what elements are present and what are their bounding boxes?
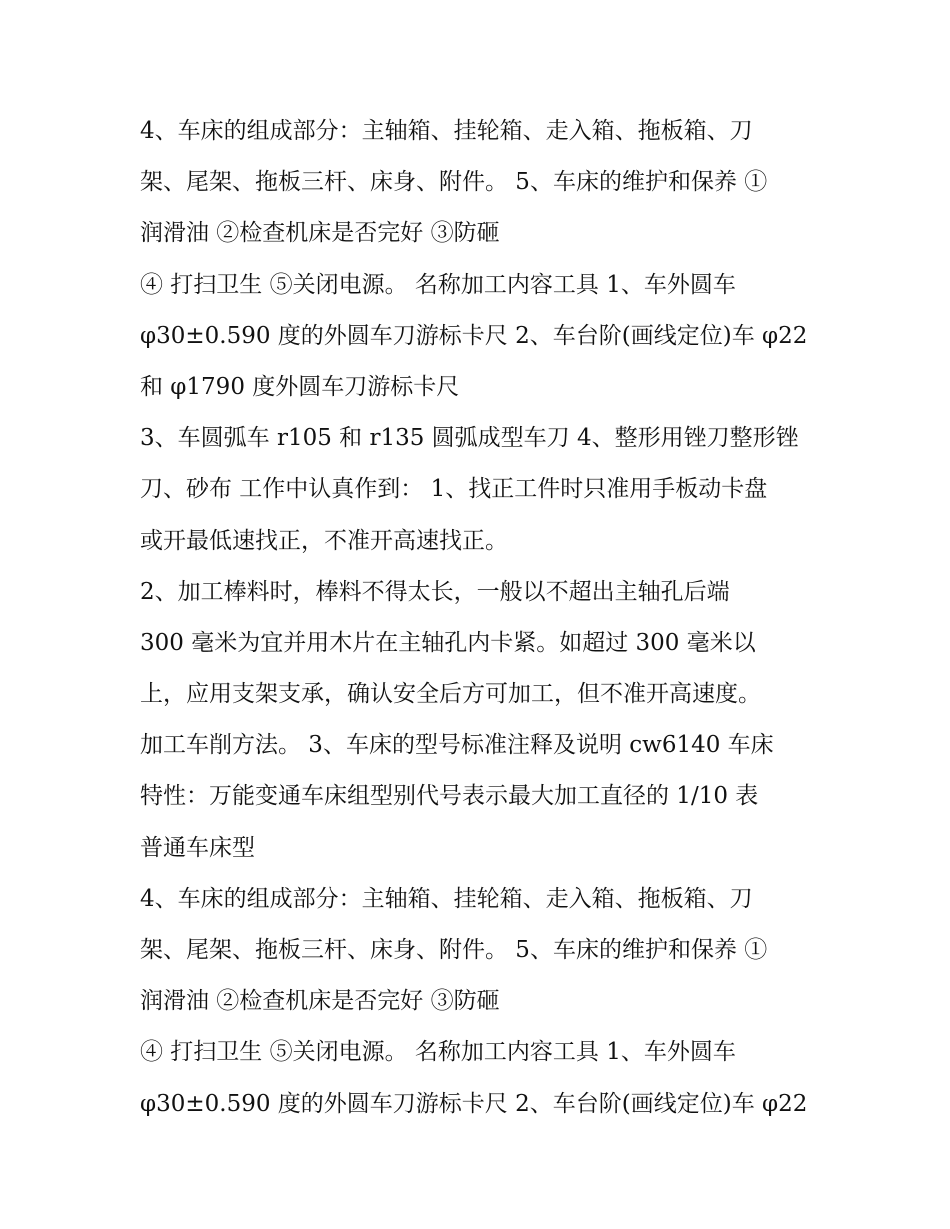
- text-line: 4、车床的组成部分：主轴箱、挂轮箱、走入箱、拖板箱、刀: [140, 885, 753, 912]
- text-line: 300 毫米为宜并用木片在主轴孔内卡紧。如超过 300 毫米以: [140, 629, 756, 656]
- text-line: 刀、砂布 工作中认真作到： 1、找正工件时只准用手板动卡盘: [140, 476, 768, 503]
- text-line: 润滑油 ②检查机床是否完好 ③防砸: [140, 988, 500, 1015]
- text-line: 或开最低速找正，不准开高速找正。: [140, 527, 508, 554]
- text-line: ④ 打扫卫生 ⑤关闭电源。 名称加工内容工具 1、车外圆车: [140, 1039, 736, 1066]
- text-line: 架、尾架、拖板三杆、床身、附件。 5、车床的维护和保养 ①: [140, 169, 768, 196]
- text-line: 4、车床的组成部分：主轴箱、挂轮箱、走入箱、拖板箱、刀: [140, 118, 753, 144]
- text-line: 特性：万能变通车床组型别代号表示最大加工直径的 1/10 表: [140, 783, 759, 810]
- text-line: 普通车床型: [140, 834, 255, 861]
- text-line: φ30±0.590 度的外圆车刀游标卡尺 2、车台阶(画线定位)车 φ22: [140, 322, 808, 349]
- text-line: 和 φ1790 度外圆车刀游标卡尺: [140, 373, 460, 400]
- text-line: 3、车圆弧车 r105 和 r135 圆弧成型车刀 4、整形用锉刀整形锉: [140, 425, 799, 452]
- text-line: 润滑油 ②检查机床是否完好 ③防砸: [140, 220, 500, 247]
- text-line: φ30±0.590 度的外圆车刀游标卡尺 2、车台阶(画线定位)车 φ22: [140, 1090, 808, 1117]
- text-line: 架、尾架、拖板三杆、床身、附件。 5、车床的维护和保养 ①: [140, 937, 768, 963]
- text-line: ④ 打扫卫生 ⑤关闭电源。 名称加工内容工具 1、车外圆车: [140, 271, 736, 298]
- text-line: 加工车削方法。 3、车床的型号标准注释及说明 cw6140 车床: [140, 732, 774, 759]
- text-line: 2、加工棒料时，棒料不得太长，一般以不超出主轴孔后端: [140, 578, 730, 605]
- text-line: 上，应用支架支承，确认安全后方可加工，但不准开高速度。: [140, 681, 761, 708]
- document-body: [140, 106, 830, 1130]
